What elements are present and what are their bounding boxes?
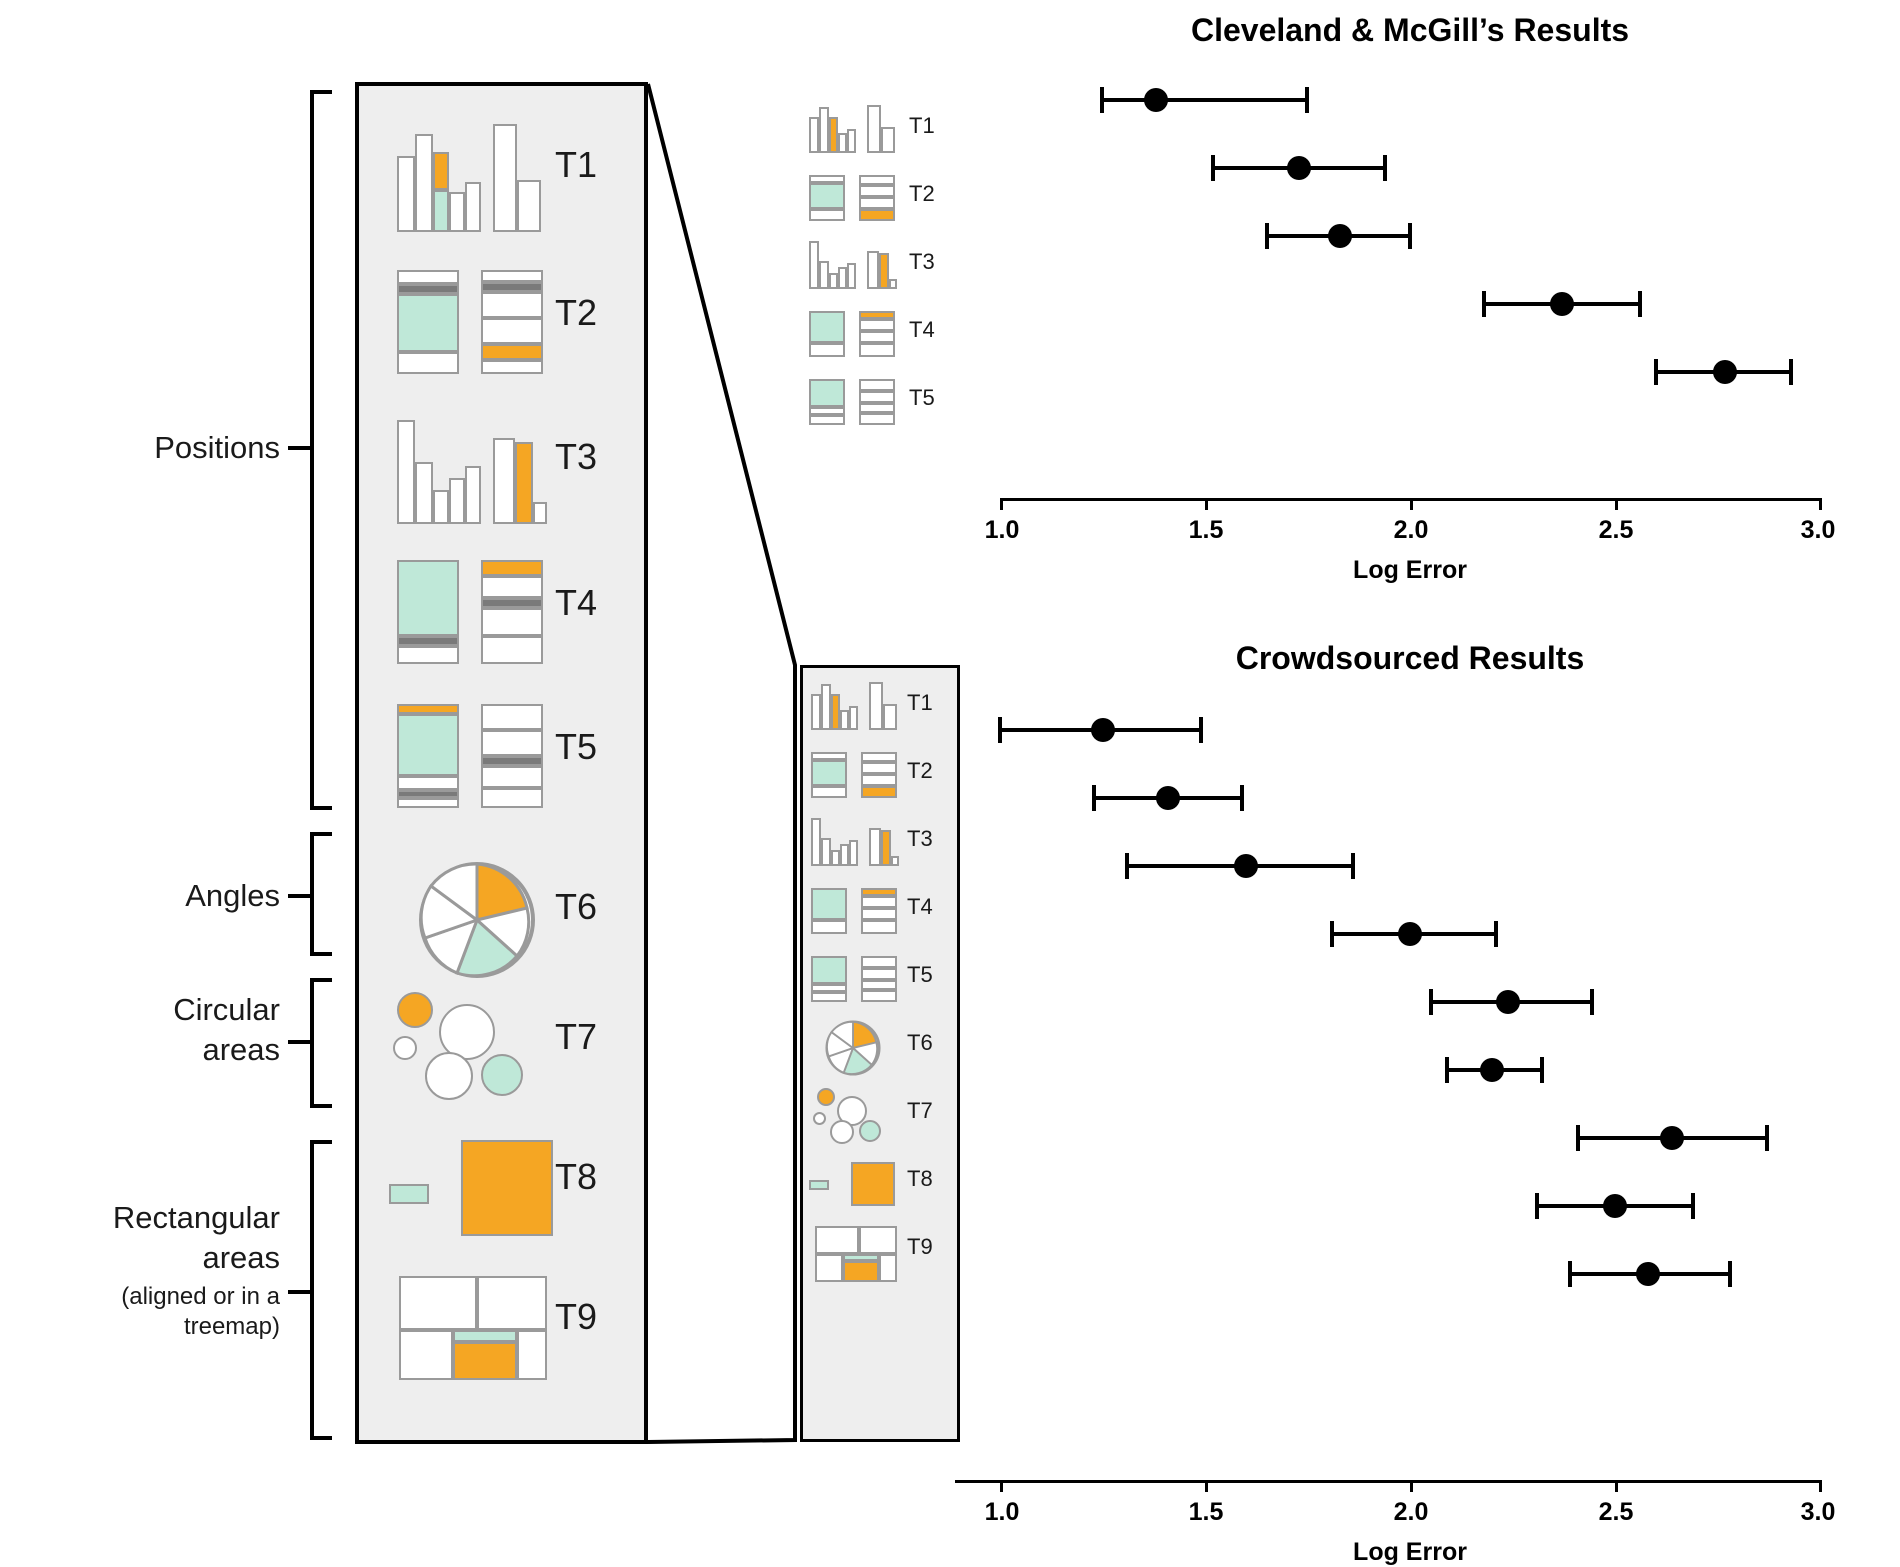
stimulus-small-row-T2 [803, 740, 963, 808]
data-point-T4-crowdsourced [1398, 922, 1422, 946]
category-label-rect-areas-sub2: treemap) [183, 1313, 280, 1340]
stimulus-small-label-T8: T8 [907, 1166, 933, 1191]
x-axis-tick-2.5-cleveland [1615, 498, 1618, 510]
error-cap-left-T6-crowdsourced [1445, 1057, 1449, 1083]
stimulus-graphic-T4 [397, 560, 547, 664]
stimulus-small-label-T3: T3 [907, 826, 933, 851]
stimulus-small-label-T6: T6 [907, 1030, 933, 1055]
stimulus-small-graphic-T5 [811, 956, 901, 1002]
error-cap-right-T5-cleveland [1789, 359, 1793, 385]
stimulus-label-T5: T5 [555, 726, 598, 767]
stimulus-small-label-T7: T7 [907, 1098, 933, 1123]
data-point-T5-crowdsourced [1496, 990, 1520, 1014]
error-bar-T1-cleveland [1102, 98, 1307, 102]
stimulus-label-T7: T7 [555, 1016, 598, 1057]
category-tick-circular-areas [288, 1040, 312, 1044]
stimulus-label-T4: T4 [555, 582, 598, 623]
stimulus-mini-graphic-T2 [809, 175, 899, 221]
stimulus-panel-small [800, 665, 960, 1442]
stimulus-small-row-T5 [803, 944, 963, 1012]
x-axis-tick-1.0-crowdsourced [1000, 1480, 1003, 1492]
stimulus-graphic-T6 [417, 860, 537, 980]
x-axis-tick-3.0-crowdsourced [1819, 1480, 1822, 1492]
stimulus-row-T1 [359, 114, 652, 234]
stimulus-small-row-T7 [803, 1080, 963, 1148]
category-label-rect-areas-line2: areas [202, 1240, 280, 1275]
error-cap-right-T1-cleveland [1305, 87, 1309, 113]
error-cap-left-T5-crowdsourced [1429, 989, 1433, 1015]
stimulus-row-T9 [359, 1266, 652, 1386]
x-axis-tick-1.0-cleveland [1000, 498, 1003, 510]
stimulus-mini-graphic-T1 [809, 105, 899, 153]
error-cap-right-T1-crowdsourced [1199, 717, 1203, 743]
error-cap-left-T8-crowdsourced [1535, 1193, 1539, 1219]
stimulus-row-T2 [359, 262, 652, 382]
stimulus-mini-row-T4 [805, 299, 965, 367]
error-cap-left-T7-crowdsourced [1576, 1125, 1580, 1151]
stimulus-small-graphic-T4 [811, 888, 901, 934]
data-point-T2-cleveland [1287, 156, 1311, 180]
stimulus-label-T2: T2 [555, 292, 598, 333]
stimulus-graphic-T8 [389, 1140, 554, 1236]
x-axis-label-1.5-crowdsourced: 1.5 [1188, 1498, 1224, 1526]
x-axis-tick-1.5-cleveland [1205, 498, 1208, 510]
error-cap-right-T7-crowdsourced [1765, 1125, 1769, 1151]
chart-title-cleveland: Cleveland & McGill’s Results [1190, 12, 1630, 48]
category-tick-rect-areas [288, 1290, 312, 1294]
stimulus-label-T6: T6 [555, 886, 598, 927]
x-axis-label-2.0-cleveland: 2.0 [1393, 516, 1429, 544]
stimulus-small-graphic-T3 [811, 818, 901, 866]
x-axis-label-1.0-crowdsourced: 1.0 [984, 1498, 1020, 1526]
category-label-positions: Positions [154, 430, 280, 465]
error-cap-left-T3-crowdsourced [1125, 853, 1129, 879]
error-cap-left-T9-crowdsourced [1568, 1261, 1572, 1287]
x-axis-tick-2.0-crowdsourced [1410, 1480, 1413, 1492]
stimulus-label-T8: T8 [555, 1156, 598, 1197]
error-cap-left-T1-cleveland [1100, 87, 1104, 113]
category-bracket-angles [310, 832, 314, 956]
stimulus-row-T6 [359, 856, 652, 976]
x-axis-tick-3.0-cleveland [1819, 498, 1822, 510]
data-point-T3-cleveland [1328, 224, 1352, 248]
stimulus-small-label-T9: T9 [907, 1234, 933, 1259]
stimulus-row-T3 [359, 406, 652, 526]
x-axis-tick-1.5-crowdsourced [1205, 1480, 1208, 1492]
stimulus-label-T3: T3 [555, 436, 598, 477]
error-cap-right-T8-crowdsourced [1691, 1193, 1695, 1219]
stimulus-graphic-T5 [397, 704, 547, 808]
stimulus-graphic-T9 [399, 1276, 547, 1380]
category-tick-angles [288, 894, 312, 898]
stimulus-mini-row-T5 [805, 367, 965, 435]
category-bracket-circular-areas [310, 978, 314, 1108]
error-cap-left-T4-cleveland [1482, 291, 1486, 317]
error-cap-left-T2-cleveland [1211, 155, 1215, 181]
stimulus-small-graphic-T6 [825, 1020, 881, 1076]
stimulus-small-graphic-T9 [815, 1226, 897, 1282]
chart-crowdsourced [960, 620, 1860, 1566]
data-point-T1-crowdsourced [1091, 718, 1115, 742]
stimulus-mini-graphic-T5 [809, 379, 899, 425]
category-label-circular-areas-line1: Circular [173, 992, 280, 1027]
x-axis-line-crowdsourced [955, 1480, 1822, 1483]
error-cap-right-T5-crowdsourced [1590, 989, 1594, 1015]
category-bracket-rect-areas [310, 1140, 314, 1440]
x-axis-tick-2.5-crowdsourced [1615, 1480, 1618, 1492]
stimulus-graphic-T1 [397, 122, 547, 232]
stimulus-small-row-T3 [803, 808, 963, 876]
stimulus-label-T9: T9 [555, 1296, 598, 1337]
stimulus-mini-row-T1 [805, 95, 965, 163]
data-point-T4-cleveland [1550, 292, 1574, 316]
category-bracket-positions [310, 90, 314, 810]
error-cap-left-T3-cleveland [1265, 223, 1269, 249]
error-cap-right-T4-crowdsourced [1494, 921, 1498, 947]
x-axis-tick-2.0-cleveland [1410, 498, 1413, 510]
data-point-T6-crowdsourced [1480, 1058, 1504, 1082]
stimulus-panel-large [355, 82, 648, 1444]
stimulus-mini-row-T2 [805, 163, 965, 231]
error-cap-right-T3-cleveland [1408, 223, 1412, 249]
x-axis-label-3.0-crowdsourced: 3.0 [1800, 1498, 1836, 1526]
stimulus-small-graphic-T1 [811, 682, 901, 730]
stimulus-small-label-T1: T1 [907, 690, 933, 715]
data-point-T8-crowdsourced [1603, 1194, 1627, 1218]
stimulus-small-label-T4: T4 [907, 894, 933, 919]
stimulus-small-row-T1 [803, 672, 963, 740]
x-axis-label-1.5-cleveland: 1.5 [1188, 516, 1224, 544]
x-axis-label-2.5-cleveland: 2.5 [1598, 516, 1634, 544]
stimulus-mini-label-T2: T2 [909, 181, 935, 206]
stimulus-small-row-T8 [803, 1148, 963, 1216]
stimulus-small-row-T6 [803, 1012, 963, 1080]
x-axis-label-2.0-crowdsourced: 2.0 [1393, 1498, 1429, 1526]
stimulus-mini-label-T4: T4 [909, 317, 935, 342]
error-cap-right-T2-crowdsourced [1240, 785, 1244, 811]
error-cap-right-T9-crowdsourced [1728, 1261, 1732, 1287]
category-label-rect-areas-sub1: (aligned or in a [121, 1283, 280, 1310]
data-point-T2-crowdsourced [1156, 786, 1180, 810]
chart-cleveland-mcgill [960, 0, 1860, 600]
category-label-rect-areas-line1: Rectangular [112, 1200, 280, 1235]
stimulus-label-T1: T1 [555, 144, 598, 185]
stimulus-mini-label-T1: T1 [909, 113, 935, 138]
x-axis-title-crowdsourced: Log Error [1353, 1538, 1467, 1566]
x-axis-label-1.0-cleveland: 1.0 [984, 516, 1020, 544]
data-point-T9-crowdsourced [1636, 1262, 1660, 1286]
stimulus-small-label-T5: T5 [907, 962, 933, 987]
stimulus-row-T8 [359, 1126, 652, 1246]
error-cap-right-T6-crowdsourced [1540, 1057, 1544, 1083]
error-cap-right-T3-crowdsourced [1351, 853, 1355, 879]
stimulus-graphic-T7 [393, 992, 553, 1102]
category-label-angles: Angles [185, 878, 280, 913]
stimulus-mini-graphic-T3 [809, 241, 899, 289]
chart-title-crowdsourced: Crowdsourced Results [1235, 640, 1585, 676]
stimulus-small-row-T4 [803, 876, 963, 944]
stimulus-small-graphic-T8 [809, 1162, 901, 1206]
error-cap-left-T4-crowdsourced [1330, 921, 1334, 947]
stimulus-mini-graphic-T4 [809, 311, 899, 357]
stimulus-mini-label-T3: T3 [909, 249, 935, 274]
error-cap-left-T5-cleveland [1654, 359, 1658, 385]
error-cap-left-T2-crowdsourced [1092, 785, 1096, 811]
stimulus-mini-label-T5: T5 [909, 385, 935, 410]
error-cap-right-T2-cleveland [1383, 155, 1387, 181]
stimulus-graphic-T2 [397, 270, 547, 374]
stimulus-row-T5 [359, 696, 652, 816]
error-cap-right-T4-cleveland [1638, 291, 1642, 317]
stimulus-row-T4 [359, 552, 652, 672]
x-axis-label-2.5-crowdsourced: 2.5 [1598, 1498, 1634, 1526]
data-point-T5-cleveland [1713, 360, 1737, 384]
stimulus-panel-top [805, 95, 965, 475]
data-point-T1-cleveland [1144, 88, 1168, 112]
stimulus-small-graphic-T7 [813, 1088, 899, 1144]
error-cap-left-T1-crowdsourced [998, 717, 1002, 743]
stimulus-graphic-T3 [397, 414, 547, 524]
category-label-circular-areas-line2: areas [202, 1032, 280, 1067]
data-point-T7-crowdsourced [1660, 1126, 1684, 1150]
stimulus-small-label-T2: T2 [907, 758, 933, 783]
x-axis-label-3.0-cleveland: 3.0 [1800, 516, 1836, 544]
data-point-T3-crowdsourced [1234, 854, 1258, 878]
stimulus-mini-row-T3 [805, 231, 965, 299]
stimulus-row-T7 [359, 986, 652, 1106]
x-axis-title-cleveland: Log Error [1353, 556, 1467, 584]
stimulus-small-row-T9 [803, 1216, 963, 1284]
stimulus-small-graphic-T2 [811, 752, 901, 798]
category-tick-positions [288, 446, 312, 450]
